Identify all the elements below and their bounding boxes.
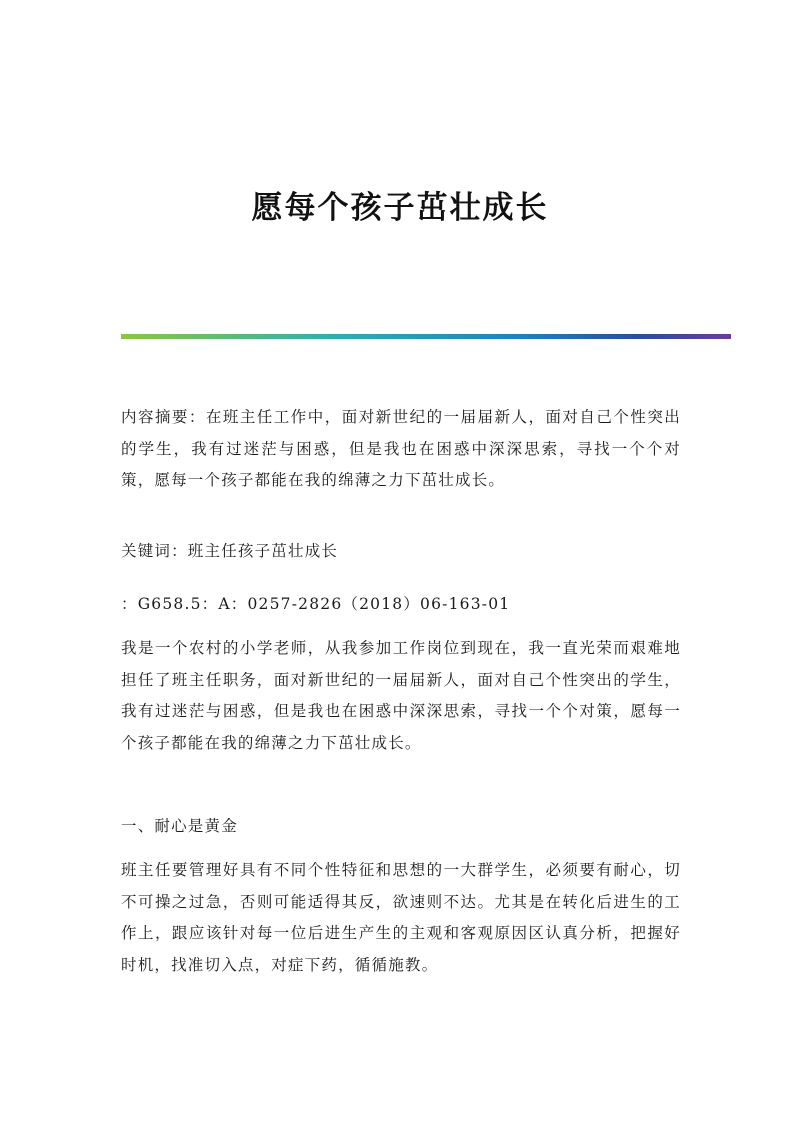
paragraph-1-text: 我是一个农村的小学老师，从我参加工作岗位到现在，我一直光荣而艰难地担任了班主任职务，面对新世纪的一届届新人，面对自己个性突出的学生，我有过迷茫与困惑，但是我也在困惑中深深思索，寻找一个个对策，愿每一个孩子都能在我的绵薄之力下茁壮成长。 [121, 639, 681, 752]
paragraph-2-text: 班主任要管理好具有不同个性特征和思想的一大群学生，必须要有耐心，切不可操之过急，否则可能适得其反，欲速则不达。尤其是在转化后进生的工作上，跟应该针对每一位后进生产生的主观和客观原因区认真分析，把握好时机，找准切入点，对症下药，循循施教。 [121, 861, 681, 974]
keywords-text: 关键词：班主任孩子茁壮成长 [121, 542, 339, 560]
keywords-block [121, 536, 681, 568]
paragraph-1 [121, 633, 681, 759]
paragraph-2 [121, 855, 681, 981]
abstract-text: 内容摘要：在班主任工作中，面对新世纪的一届届新人，面对自己个性突出的学生，我有过迷茫与困惑，但是我也在困惑中深深思索，寻找一个个对策，愿每一个孩子都能在我的绵薄之力下茁壮成长。 [121, 408, 681, 489]
title-divider [121, 334, 731, 339]
classification-block [121, 589, 681, 621]
document-title: 愿每个孩子茁壮成长 [251, 190, 549, 226]
section-1-heading [121, 811, 681, 843]
abstract-block [121, 402, 681, 497]
classification-text: ：G658.5：A：0257-2826（2018）06-163-01 [121, 595, 511, 613]
section-1-heading-text: 一、耐心是黄金 [121, 817, 238, 835]
